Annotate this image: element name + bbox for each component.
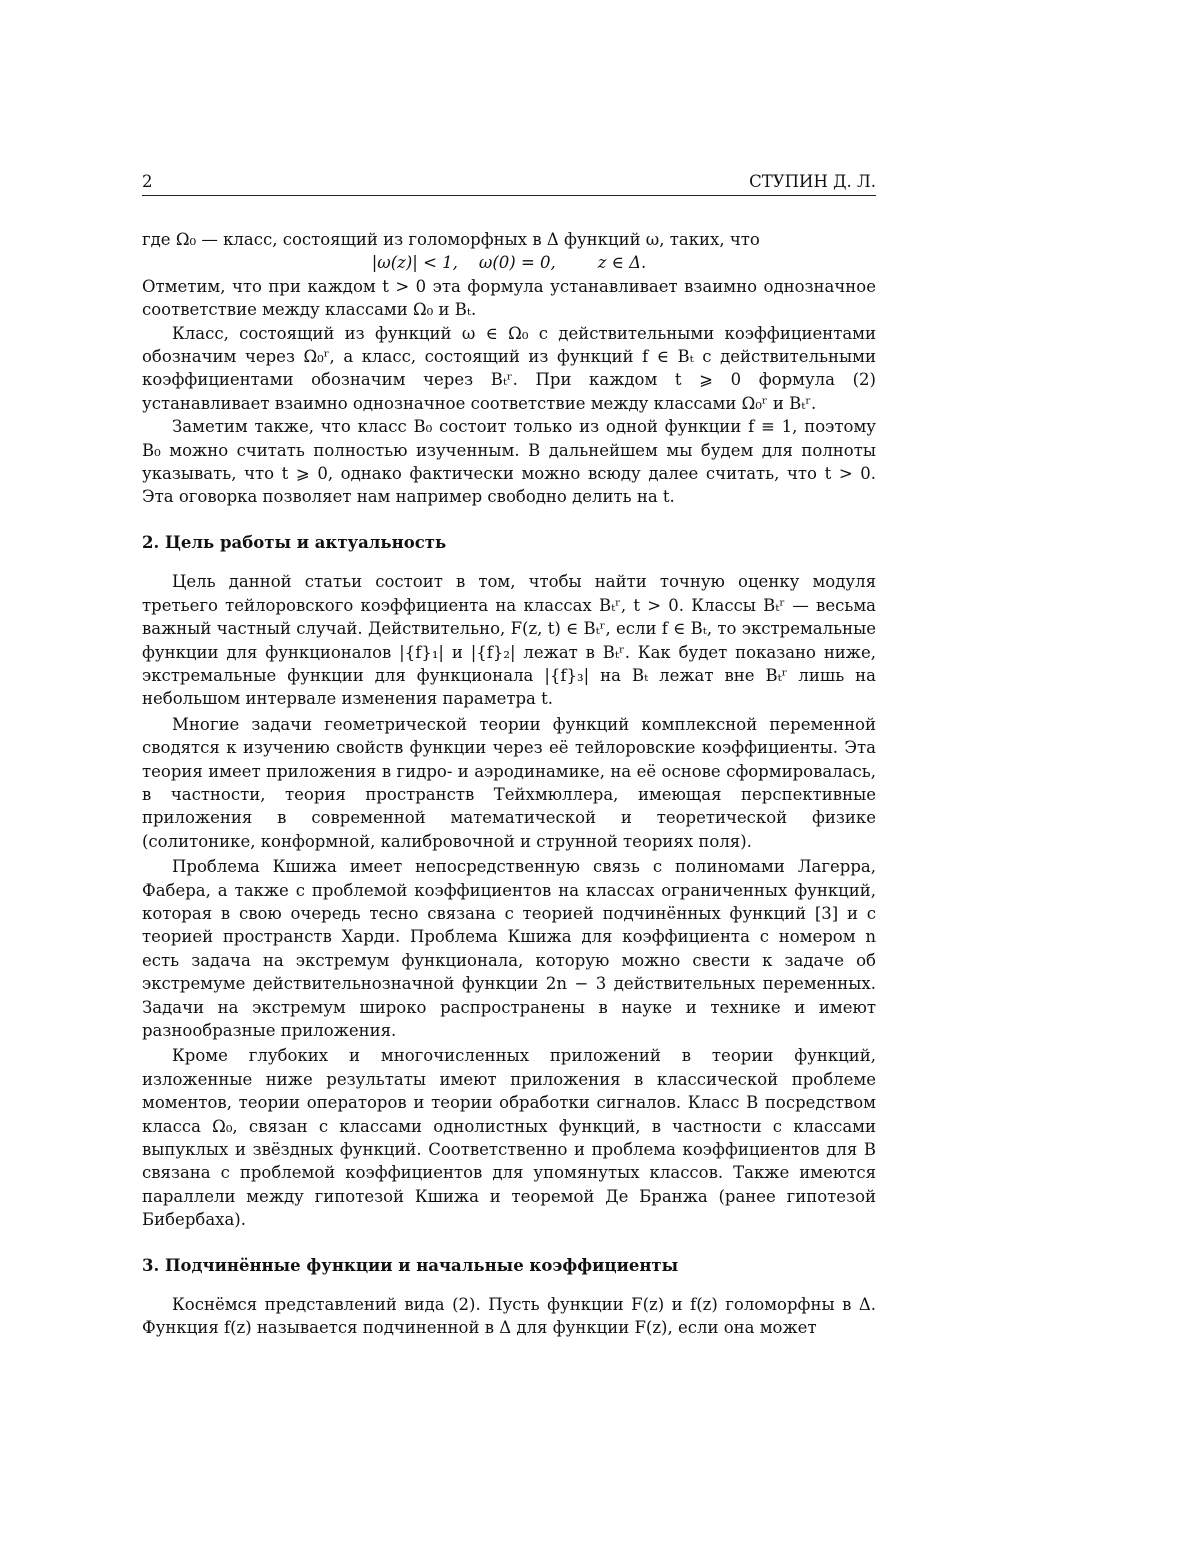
section-heading-goal: 2. Цель работы и актуальность [142, 532, 447, 552]
paragraph-subordination: Коснёмся представлений вида (2). Пусть функции F(z) и f(z) голоморфны в Δ. Функция f(z) называется подчиненной в Δ для функции F(z), если она может [142, 1295, 876, 1338]
paragraph-class-b0: Заметим также, что класс B₀ состоит только из одной функции f ≡ 1, поэтому B₀ можно считать полностью изученным. В дальнейшем мы будем для полноты указывать, что t ⩾ 0, однако фактически можно всюду далее считать, что t > 0. Эта оговорка позволяет нам например свободно делить на t. [142, 417, 876, 507]
paragraph-bijection: Отметим, что при каждом t > 0 эта формула устанавливает взаимно однозначное соответствие между классами Ω₀ и Bₜ. [142, 276, 876, 320]
display-formula: |ω(z)| < 1, ω(0) = 0, z ∈ Δ. [371, 253, 647, 273]
paragraph-krzyz-problem: Проблема Кшижа имеет непосредственную связь с полиномами Лагерра, Фабера, а также с проблемой коэффициентов на классах ограниченных функций, которая в свою очередь тесно связана с теорией подчинённых функций [3] и с теорией пространств Харди. Проблема Кшижа для коэффициента с номером n есть задача на экстремум функционала, которую можно свести к задаче об экстремуме действительнозначной функции 2n − 3 действительных переменных. Задачи на экстремум широко распространены в науке и технике и имеют разнообразные приложения. [142, 857, 876, 1040]
paragraph-applications: Многие задачи геометрической теории функций комплексной переменной сводятся к изучению свойств функции через её тейлоровские коэффициенты. Эта теория имеет приложения в гидро- и аэродинамике, на её основе сформировалась, в частности, теория пространств Тейхмюллера, имеющая перспективные приложения в современной математической и теоретической физике (солитонике, конформной, калибровочной и струнной теориях поля). [142, 714, 876, 851]
paragraph-omega-class: где Ω₀ — класс, состоящий из голоморфных в Δ функций ω, таких, что [142, 230, 760, 249]
running-header [142, 172, 876, 196]
section-heading-subordinate: 3. Подчинённые функции и начальные коэффициенты [142, 1255, 679, 1275]
paragraph-further-applications: Кроме глубоких и многочисленных приложений в теории функций, изложенные ниже результаты имеют приложения в классической проблеме моментов, теории операторов и теории обработки сигналов. Класс B посредством класса Ω₀, связан с классами однолистных функций, в частности с классами выпуклых и звёздных функций. Соответственно и проблема коэффициентов для B связана с проблемой коэффициентов для упомянутых классов. Также имеются параллели между гипотезой Кшижа и теоремой Де Бранжа (ранее гипотезой Бибербаха). [142, 1046, 876, 1230]
running-title: СТУПИН Д. Л. [749, 172, 876, 191]
page-number: 2 [142, 172, 153, 191]
page-body [142, 228, 876, 1340]
paragraph-real-coefficients: Класс, состоящий из функций ω ∈ Ω₀ с действительными коэффициентами обозначим через Ω₀ʳ, а класс, состоящий из функций f ∈ Bₜ с действительными коэффициентами обозначим через Bₜʳ. При каждом t ⩾ 0 формула (2) устанавливает взаимно однозначное соответствие между классами Ω₀ʳ и Bₜʳ. [142, 323, 876, 413]
paragraph-goal: Цель данной статьи состоит в том, чтобы найти точную оценку модуля третьего тейлоровского коэффициента на классах Bₜʳ, t > 0. Классы Bₜʳ — весьма важный частный случай. Действительно, F(z, t) ∈ Bₜʳ, если f ∈ Bₜ, то экстремальные функции для функционалов |{f}₁| и |{f}₂| лежат в Bₜʳ. Как будет показано ниже, экстремальные функции для функционала |{f}₃| на Bₜ лежат вне Bₜʳ лишь на небольшом интервале изменения параметра t. [142, 572, 876, 709]
